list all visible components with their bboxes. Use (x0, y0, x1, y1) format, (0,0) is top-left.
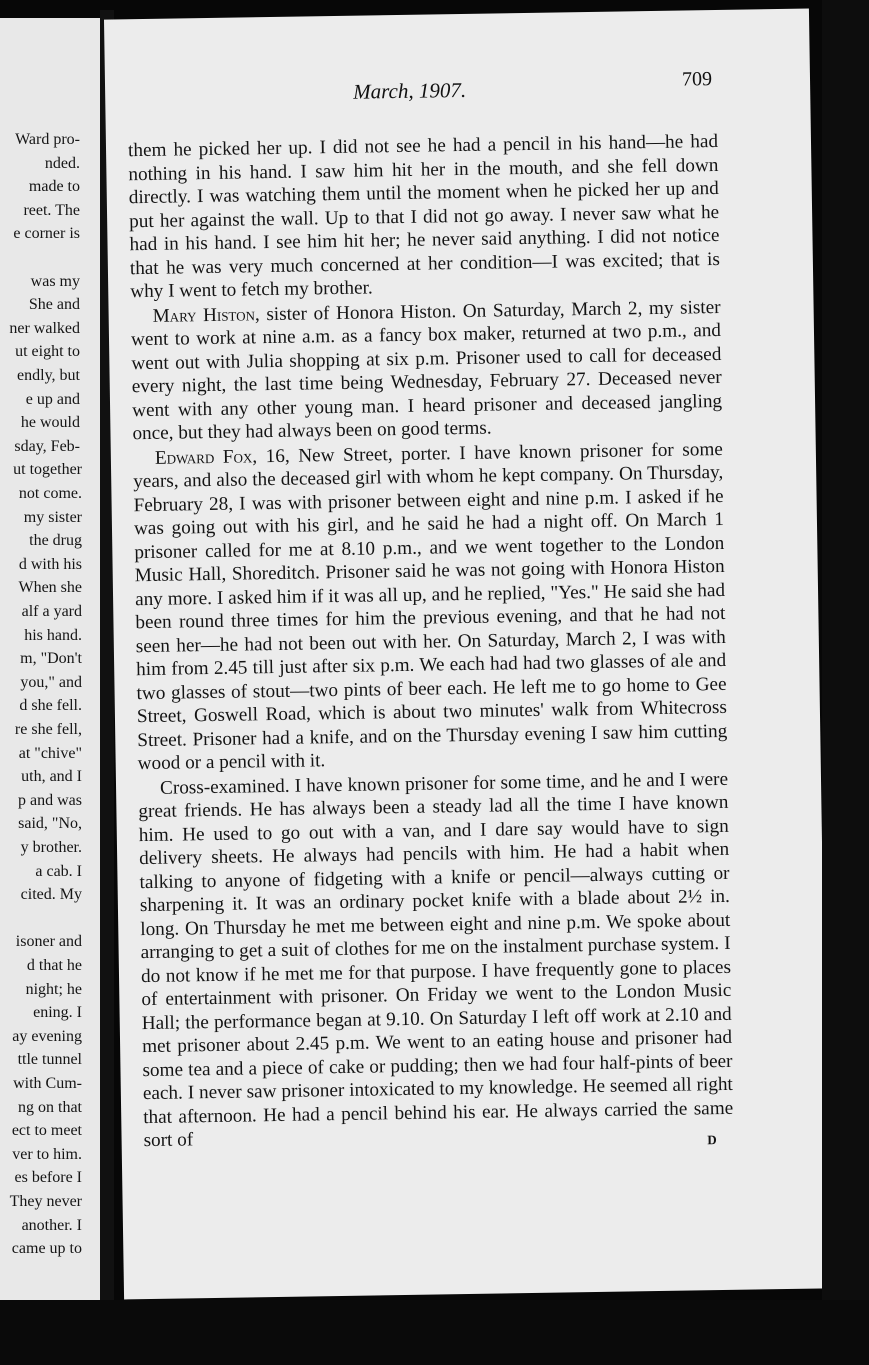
left-page-line: es before I (14, 1169, 82, 1187)
left-page-line: not come. (18, 485, 82, 502)
left-page-line: d with his (18, 555, 82, 573)
left-page-line: he would (20, 414, 80, 432)
page-header-date: March, 1907. (352, 77, 467, 104)
left-page-line: She and (28, 296, 80, 314)
left-page (0, 18, 104, 1300)
left-page-line: endly, but (17, 367, 80, 384)
left-page-line: was my (30, 272, 80, 290)
left-page-line: ening. I (33, 1004, 82, 1022)
left-page-line: ut together (13, 461, 82, 479)
left-page-line: night; he (25, 980, 82, 998)
left-page-line: the drug (29, 532, 82, 550)
right-edge-shadow (822, 0, 869, 1365)
left-page-line: my sister (23, 508, 82, 526)
left-page-line: said, "No, (18, 815, 82, 833)
left-page-line: y brother. (20, 839, 82, 856)
paragraph-2: Mary Histon, sister of Honora Histon. On Saturday, March 2, my sister went to work at nine a.m. as a fancy box maker, returned at two p.m., and went out with Julia shopping at six p.m. Prisoner used to call for deceased every night, the last time being Wednesday, February 27. Deceased never went with any other young man. I heard prisoner and deceased jangling once, but they had always been on good terms. (130, 296, 723, 445)
paragraph-1: them he picked her up. I did not see he had a pencil in his hand—he had nothing in his hand. I saw him hit her in the mouth, and she fell down directly. I was watching them until the moment when he picked her up and put her against the wall. Up to that I did not go away. I never saw what he had in his hand. I see him hit her; he never said anything. I did not notice that he was very much concerned at her condition—I was excited; that is why I went to fetch my brother. (127, 130, 720, 303)
left-page-line: ver to him. (12, 1145, 82, 1163)
page-header (105, 69, 811, 120)
left-page-line: nded. (44, 154, 80, 172)
left-page-line: at "chive" (18, 744, 82, 762)
left-page-line: a cab. I (35, 862, 82, 880)
left-page-line: isoner and (15, 933, 82, 951)
left-page-line: Ward pro- (15, 131, 80, 148)
left-page-line: uth, and I (21, 768, 82, 786)
left-page-line: e up and (25, 390, 80, 408)
right-page (104, 9, 829, 1300)
left-page-line: ect to meet (11, 1122, 82, 1140)
paragraph-4: Cross-examined. I have known prisoner for some time, and he and I were great friends. He has always been a steady lad all the time I have known him. He used to go out with a van, and I dare say would have to sign delivery sheets. He always had pencils with him. He had a habit when talking to anyone of fidgeting with a knife or pencil—always cutting or sharpening it. It was an ordinary pocket knife with a blade about 2½ in. long. On Thursday he met me between eight and nine p.m. We spoke about arranging to get a suit of clothes for me on the instalment purchase system. I do not know if he met me for that purpose. I have frequently gone to places of entertainment with prisoner. On Friday we went to the London Music Hall; the performance began at 9.10. On Saturday I left off work at 2.10 and met prisoner about 2.45 p.m. We went to an eating house and prisoner had some tea and a piece of cake or pudding; then we had four half-pints of beer each. I never saw prisoner intoxicated to my knowledge. He seemed all right that afternoon. He had a pencil behind his ear. He always carried the same sort of (138, 768, 734, 1152)
left-page-line: m, "Don't (20, 650, 82, 668)
witness-name: Mary Histon (152, 303, 256, 327)
left-page-line: with Cum- (13, 1075, 82, 1092)
left-page-line: came up to (11, 1240, 82, 1258)
left-page-line: ner walked (9, 319, 80, 337)
left-page-line: p and was (18, 791, 82, 809)
left-page-line: ut eight to (15, 343, 80, 361)
page-body (128, 130, 734, 1154)
left-page-line: ay evening (12, 1027, 82, 1045)
left-page-line: re she fell, (14, 721, 82, 738)
left-page-line: ng on that (18, 1098, 82, 1116)
left-page-line: ttle tunnel (17, 1051, 82, 1069)
left-page-line: e corner is (13, 225, 80, 243)
left-page-line: reet. The (23, 201, 80, 219)
left-page-line: cited. My (20, 886, 82, 904)
left-page-line: d she fell. (19, 697, 82, 715)
left-page-line: They never (9, 1193, 82, 1210)
page-number: 709 (681, 68, 713, 91)
signature-mark: D (707, 1132, 717, 1148)
left-page-line: another. I (21, 1216, 82, 1234)
left-page-line: his hand. (24, 626, 82, 644)
left-page-line: d that he (26, 957, 82, 974)
left-page-line: alf a yard (21, 603, 82, 620)
left-page-line: you," and (20, 673, 82, 691)
bottom-edge-shadow (0, 1300, 869, 1365)
witness-name: Edward Fox (154, 445, 253, 469)
left-page-line: sday, Feb- (14, 437, 80, 455)
paragraph-3: Edward Fox, 16, New Street, porter. I have known prisoner for some years, and also the deceased girl with whom he kept company. On Thursday, February 28, I was with prisoner between eight and nine p.m. I asked if he was going out with his girl, and he said he had a night off. On March 1 prisoner called for me at 8.10 p.m., and we went together to the London Music Hall, Shoreditch. Prisoner said he was not going with Honora Histon any more. I asked him if it was all up, and he replied, "Yes." He said she had been round three times for him the previous evening, and that he had not seen her—he had not been out with her. On Saturday, March 2, I was with him from 2.45 till just after six p.m. We each had had two glasses of ale and two glasses of stout—two pints of beer each. He left me to go home to Gee Street, Goswell Road, which is about two minutes' walk from Whitecross Street. Prisoner had a knife, and on the Thursday evening I saw him cutting wood or a pencil with it. (133, 438, 728, 775)
left-page-line: made to (28, 178, 80, 196)
left-page-line: When she (18, 579, 82, 597)
